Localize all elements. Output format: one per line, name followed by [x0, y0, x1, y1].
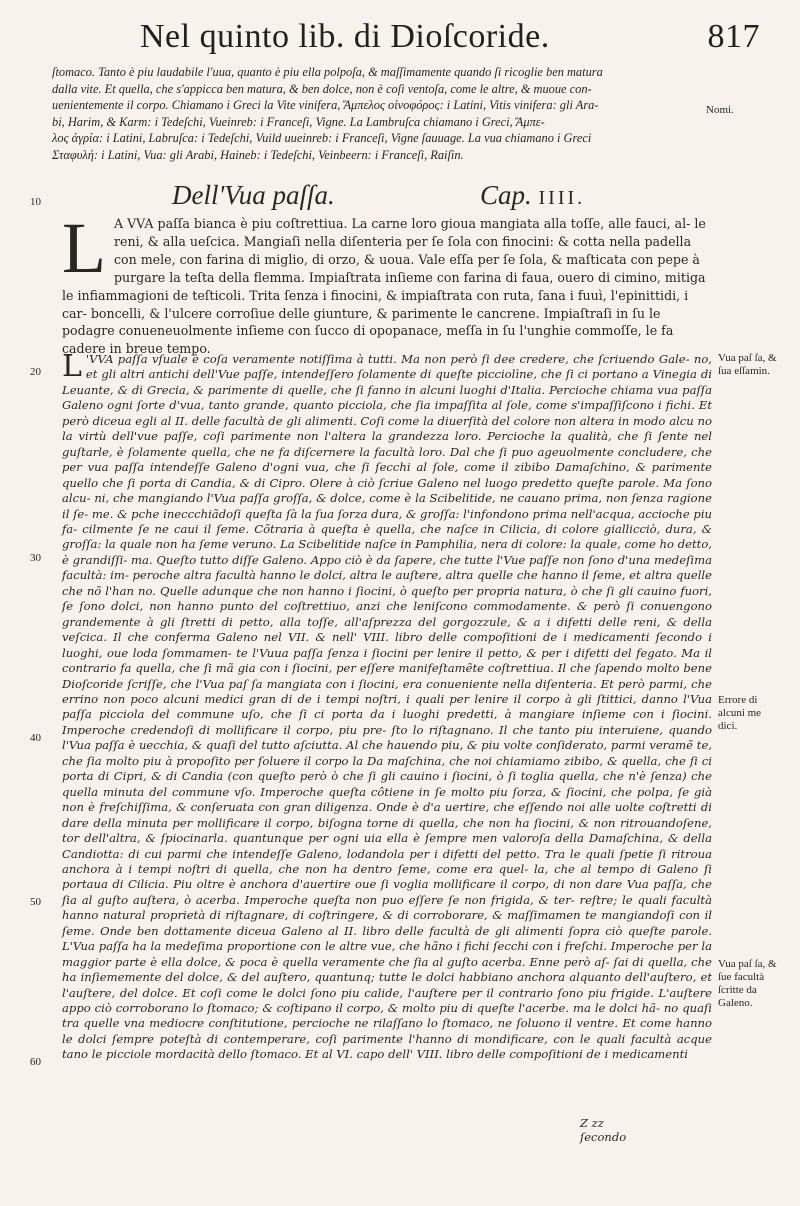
- drop-cap: L: [62, 349, 82, 384]
- line-number: 60: [30, 1056, 41, 1068]
- commentary-paragraph: [62, 349, 712, 1063]
- text-line: Σταφυλή: i Latini, Vua: gli Arabi, Haineb: i Tedeſchi, Veinbeern: i Franceſi, Raiſin.: [52, 147, 464, 162]
- text-line: dalla vite. Et quella, che s'appicca ben matura, & ben dolce, non è coſi ventoſa, come le altre, & muoue con-: [52, 81, 592, 96]
- line-number: 10: [30, 196, 41, 208]
- signature-mark: Z zz: [580, 1116, 604, 1130]
- dioscorides-paragraph: [62, 208, 708, 358]
- paragraph-text: A VVA paſſa bianca è piu coſtrettiua. La carne loro gioua mangiata alla toſſe, alle fauci, al- le reni, & alla ueſcica. Mangiaſi nella diſenteria per ſe ſola con finocini: & cotta nella padella con mele, con farina di miglio, di orzo, & uoua. Vale eſſa per ſe ſola, & maſticata con pepe à purgare la teſta della flemma. Impiaſtrata inſieme con farina di faua, ouero di cimino, mitiga le infiammagioni de teſticoli. Trita ſenza i finocini, & impiaſtrata con ruta, ſana i fuuì, l'epinittidi, i car- boncelli, & l'ulcere corroſiue delle giunture, & parimente le cancrene. Impiaſtraſi in ſu le podagre conueneuolmente inſieme con ſucco di opopanace, meſſa in ſu l'unghie commoſſe, le fa cadere in breue tempo.: [62, 216, 706, 357]
- margin-note-galeno: Vua paſ ſa, & ſue facultà ſcritte da Galeno.: [718, 958, 777, 1009]
- line-number: 50: [30, 896, 41, 908]
- text-line: ſtomaco. Tanto è piu laudabile l'uua, quanto è piu ella polpoſa, & maſſimamente quando ſi ricoglie ben matura: [52, 65, 603, 79]
- text-line: bi, Harim, & Karm: i Tedeſchi, Vueinreb: i Franceſi, Vigne. La Lambruſca chiamano i Greci, Ἄμπε-: [52, 114, 545, 129]
- line-number: 30: [30, 552, 41, 564]
- cap-number: IIII.: [538, 187, 586, 209]
- margin-note-errore: Errore di alcuni me dici.: [718, 694, 762, 732]
- chapter-heading: [52, 180, 652, 220]
- folio-number: 817: [707, 18, 760, 55]
- drop-cap: L: [62, 208, 106, 288]
- intro-text: [52, 64, 710, 164]
- paragraph-text: 'VVA paſſa vſuale è coſa veramente notiſſima à tutti. Ma non però ſi dee credere, che ſcriuendo Gale- no, et gli altri antichi dell'Vue paſſe, intendeſſero ſolamente di queſte picciolìne, che ſi ci portano a Vinegia di Leuante, & di Grecia, & parimente di quelle, che ſi fanno in alcuni luoghi d'Italia. Percioche chiama vua paſſa Galeno ogni ſorte d'vua, tanto grande, quanto picciola, che ſia impaſſita al ſole, come s'impaſſiſcono i fichi. Et però diceua egli al II. delle facultà de gli alimenti. Coſi come la diuerſità del colore non altera in modo alcu no la virtù dell'vue paſſe, coſi parimente non l'altera la grandezza loro. Percioche la qualità, che ſi ſente nel guſtarle, è ſolamente quella, che ne fa diſcernere la facultà loro. Dal che ſi puo ageuolmente concludere, che per vua paſſa intendeſſe Galeno d'ogni vua, che ſi ſecchi al ſole, come il zibibo Damaſchino, & parimente quello che ſi porta di Candia, & di Cipro. Olere à ciò ſcriue Galeno nel luogo predetto queſte parole. Ma ſono alcu- ni, che mangiando l'Vua paſſa groſſa, & dolce, come è la Scibelitide, ne cauano prima, non ſenza ragione il ſe- me. & pche ineccchiãdoſi queſta ſà la ſua ſorza dura, & groſſa: l'infondono prima nell'acqua, accioche piu fa- cilmente ſe ne caui il ſeme. Cõtraria à queſta è quella, che naſce in Cilicia, di colore giallicciò, dura, & groſſa: la quale non ha ſeme veruno. La Scibelitide naſce in Pamphilia, nera di colore: la quale, come ho detto, è grandiſſi- ma. Queſto tutto diſſe Galeno. Appo ciò è da ſapere, che tutte l'Vue paſſe non ſono d'una medeſima facultà: im- peroche altra facultà hanno le dolci, altra le auſtere, altra quelle che hanno il ſeme, et altra quelle che nõ l'han no. Quelle adunque che non hanno i ſiocini, ò queſto per propria natura, ò che ſi gli cauino fuori, ſe ſono dolci, non hanno punto del coſtrettiuo, anzi che leniſcono commodamente. & però ſi conuengono grandemente à gli ſtretti di petto, alla toſſe, all'aſprezza del gorgozzule, & a i difetti delle reni, & della veſcica. Il che conferma Galeno nel VII. & nell' VIII. libro delle compoſitioni de i medicamenti ſecondo i luoghi, oue loda ſommamen- te l'Vuua paſſa ſenza i ſiocini per lenire il petto, & per i difetti del fegato. Ma il contrario fa quella, che ſi mã gia con i ſiocini, per eſſere manifeſtamẽte coſtrettiua. Il che ſapendo molto bene Dioſcoride ſcriſſe, che l'Vua paſ ſa mangiata con i ſiocini, era conueniente nella diſenteria. Et però parmi, che errino non poco alcuni medici gran di de i tempi noſtri, i quali per lenire il corpo à gli ſtittici, danno l'Vua paſſa picciola del commune uſo, che ſi ci porta da i luoghi predetti, à mangiare inſieme con i ſiocini. Imperoche credendoſi di mollificare il corpo, piu pre- ſto lo riſtagnano. Il che tanto piu interuiene, quando l'Vua paſſa è uecchia, & quaſi del tutto aſciutta. Al che hauendo piu, & piu volte conſiderato, parmi veramẽ te, che ſia molto piu à propoſito per ſoluere il corpo la Da maſchina, che noi chiamiamo zibibo, & quella, che ſi ci porta di Cipri, & di Candia (con queſto però ò che ſi gli cauino i ſiocini, ò ſi toglia quella, che n'è ſenza) che quella minuta del commune vſo. Imperoche queſta côtiene in ſe molto piu ſorza, & ſiocini, che polpa, ſe già non è freſchiſſima, & conſeruata con gran diligenza. Onde è d'a uertire, che eſſendo noi alle uolte coſtretti di dare della minuta per mollificare il corpo, biſogna torne di quella, che non ha ſiocini, & non ritrouandoſene, tor dell'altra, & ſpiocinarla. quantunque per ogni uia ella è ſempre men valoroſa della Damaſchina, & della Candiotta: di cui parmi che intendeſſe Galeno, lodandola per i difetti del petto. Tra le quali ſpetie ſi ritroua anchora à i tempi noſtri di quella, che non ha dentro ſeme, come era quel- la, che al tempo di Galeno ſi portaua di Cilicia. Piu oltre è anchora d'auertire oue ſi voglia mollificare il corpo, di non dare Vua paſſa, che ſia al guſto auſtera, ò acerba. Imperoche queſta non puo eſſere ſe non frigida, & ter- reſtre; le quali facultà hanno natural proprietà di riſtagnare, di coſtringere, & di corroborare, & maſſimamen te mangiandoſi con il ſeme. Onde ben dottamente diceua Galeno al II. libro delle facultà de gli alimenti ſopra ciò queſte parole. L'Vua paſſa ha la medeſima proportione con le altre vue, che hãno i fichi ſecchi con i freſchi. Imperoche per la maggior parte è ella dolce, & poca è quella veramente che ſia al guſto acerba. Enne però aſ- ſai di quella, che ha inſiememente del dolce, & del auſtero, quantunq; tutte le dolci habbiano anchora alquanto dell'auſtero, et l'auſtere, del dolce. Et coſi come le dolci ſono piu calide, l'auſtere per il contrario ſono piu frigide. L'auſtere appo ciò corroborano lo ſtomaco; & coſtipano il corpo, & molto piu di queſte l'acerbe. ma le dolci hã- no quaſi tra quelle vna mediocre conſtitutione, percioche ne rilaſſano lo ſtomaco, ne ſoluono il ventre. Et come hanno le dolci ſempre poteſtà di contemperare, coſi parimente l'hanno di mondificare, con le quali facultà acque tano le picciole mordacità dello ſtomaco. Et al VI. capo dell' VIII. libro delle compoſitioni de i medicamenti: [62, 352, 712, 1062]
- chapter-title: Dell'Vua paſſa.: [172, 180, 335, 210]
- page-title: Nel quinto lib. di Dioſcoride.: [140, 18, 550, 55]
- line-number: 40: [30, 732, 41, 744]
- margin-note-nomi: Nomi.: [706, 104, 734, 116]
- catchword: ſecondo: [580, 1130, 627, 1144]
- text-line: λος ἀγρία: i Latini, Labruſca: i Tedeſchi, Vuild uueinreb: i Franceſi, Vigne ſauuage. La vua chiamano i Greci: [52, 131, 592, 146]
- text-line: uenientemente il corpo. Chiamano i Greci la Vite vinifera, Ἄμπελος οἰνοφόρος: i Latini, Vitis vinifera: gli Ara-: [52, 98, 599, 113]
- line-number: 20: [30, 366, 41, 378]
- chapter-label: [480, 180, 585, 211]
- cap-label: Cap.: [480, 180, 532, 210]
- margin-note-vua-passa: Vua paſ ſa, & ſua eſſamin.: [718, 352, 777, 377]
- catchwords: [580, 1116, 730, 1144]
- running-header: [140, 18, 760, 56]
